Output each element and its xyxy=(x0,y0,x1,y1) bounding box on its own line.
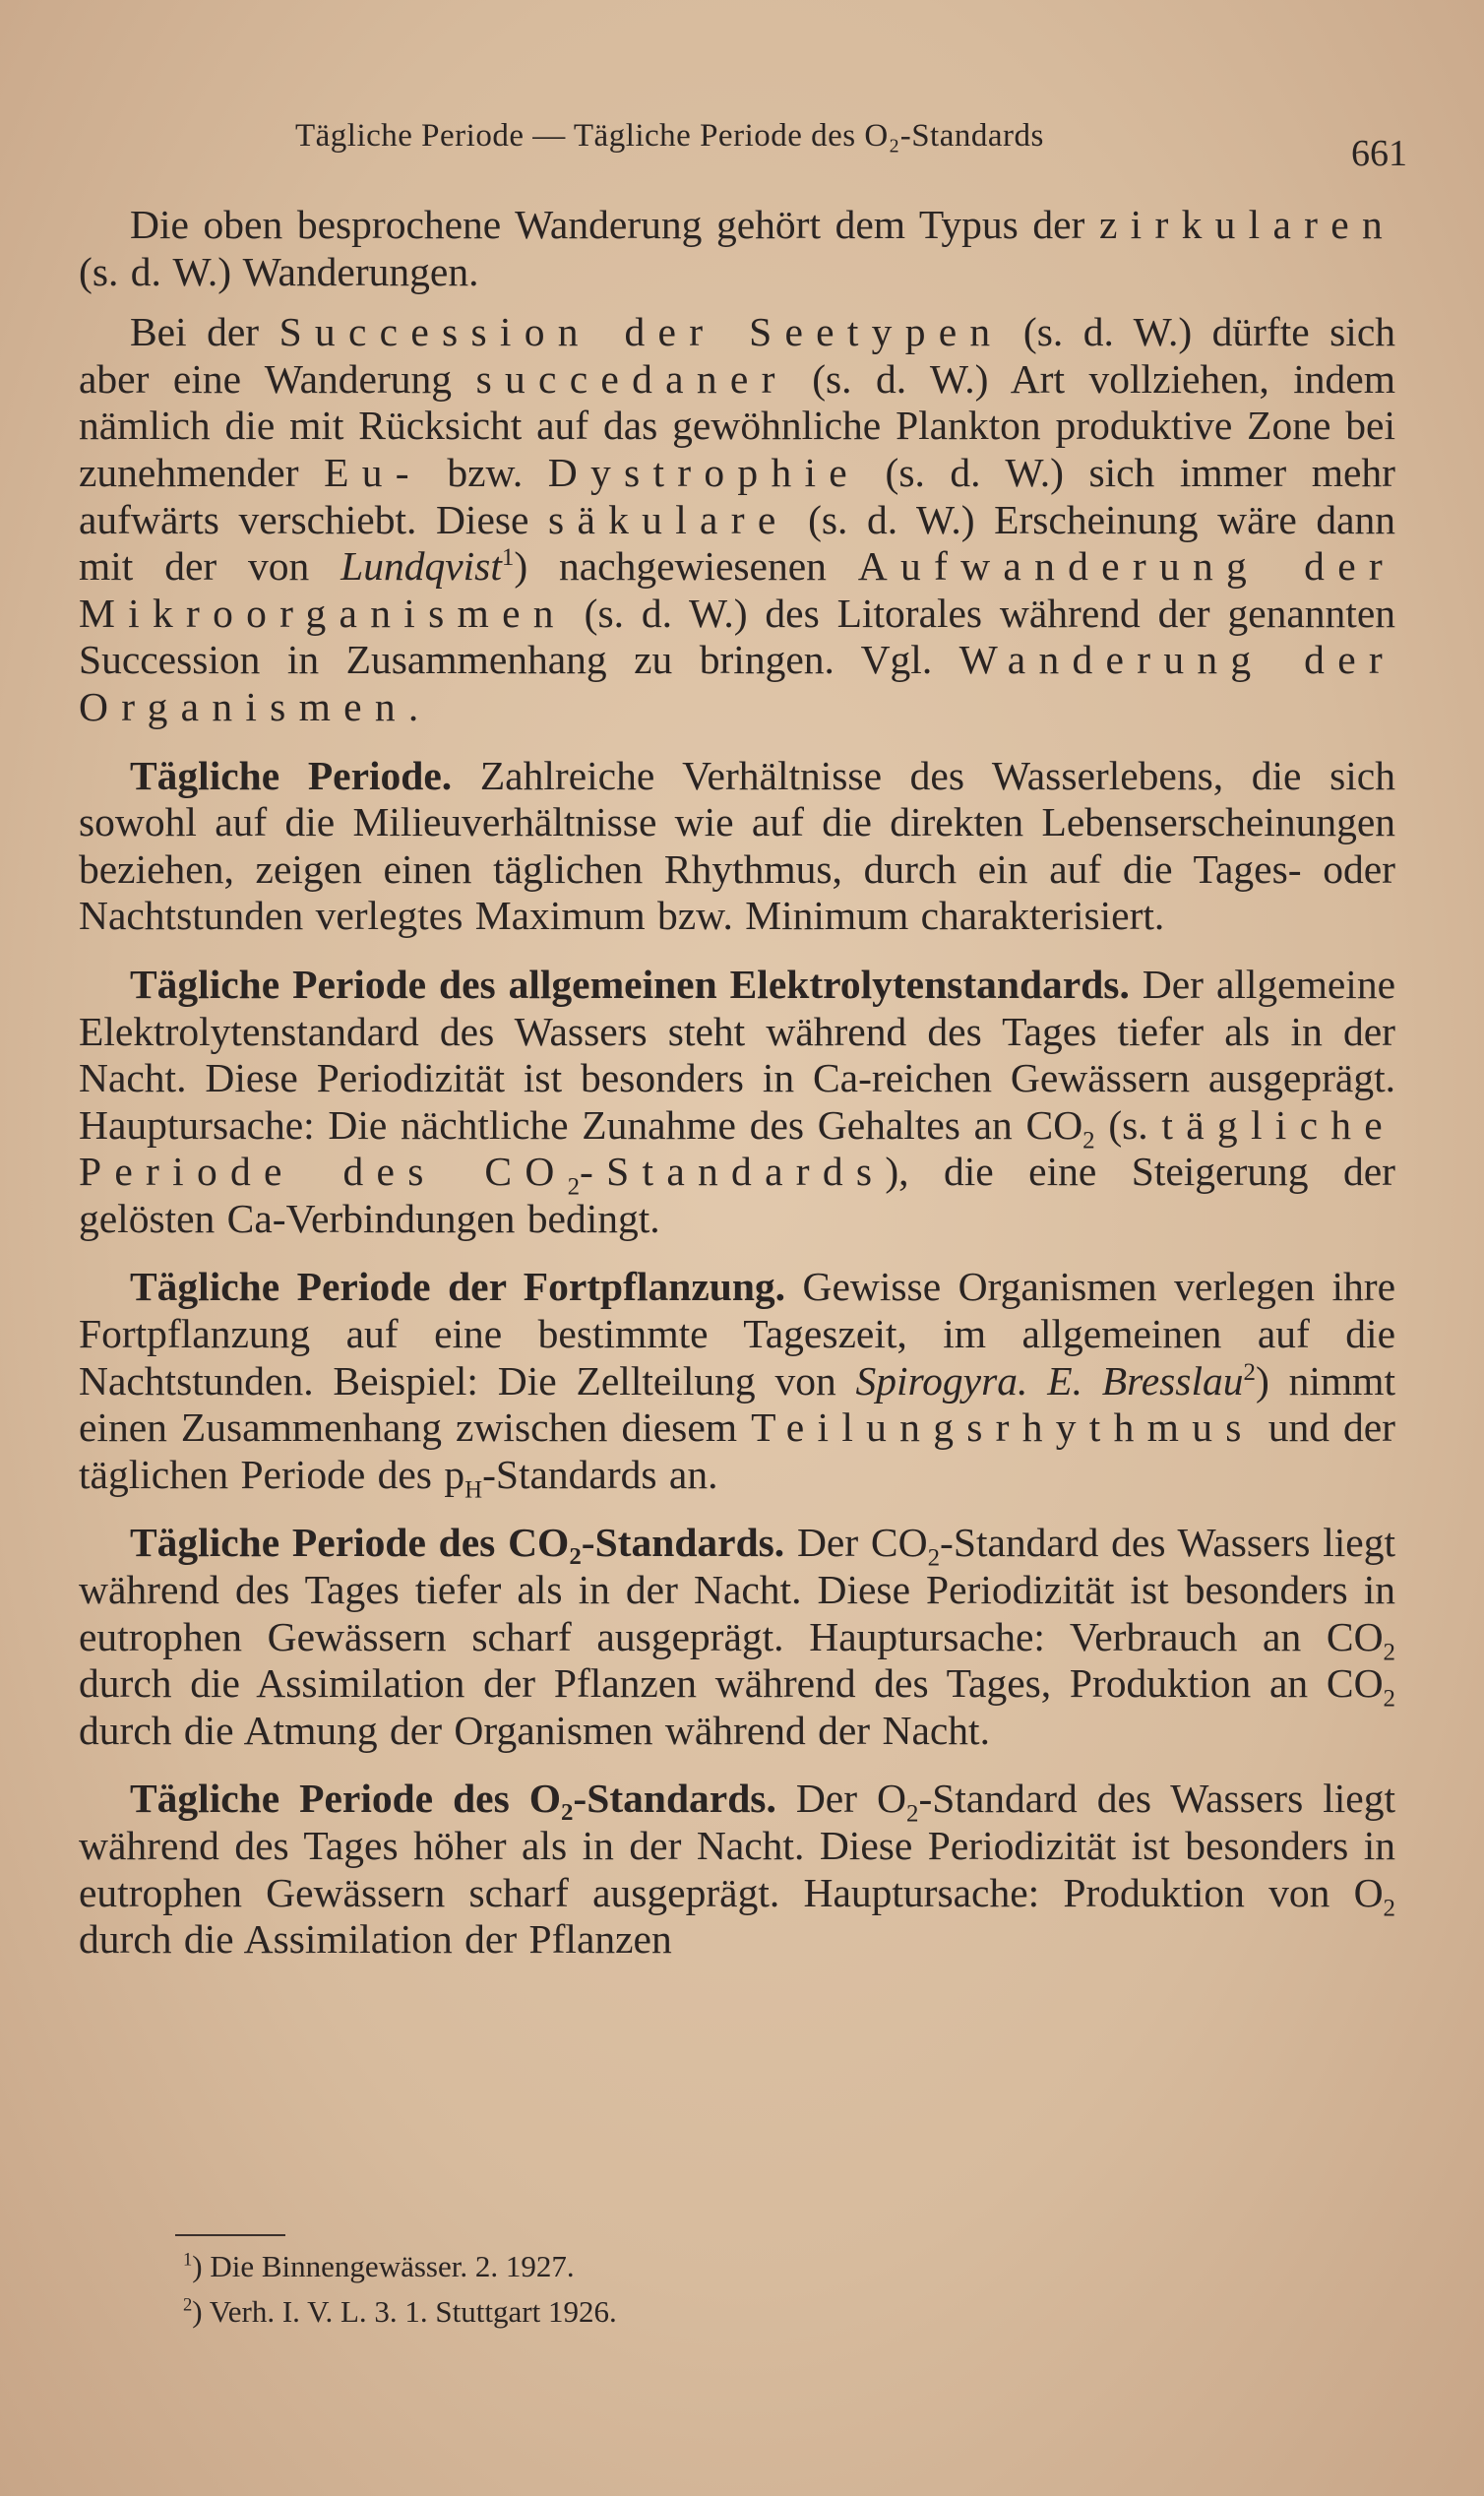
text-run: und der täglichen Periode des p xyxy=(79,1404,1395,1497)
footnote-ref: 1 xyxy=(501,544,515,572)
entry-taegliche-periode xyxy=(79,753,1395,940)
text-run: durch die Atmung der Organismen während der Nacht. xyxy=(79,1707,990,1753)
spaced-term: tägliche Periode des CO xyxy=(79,1101,1395,1195)
text-run: (s. xyxy=(1094,1101,1162,1148)
entry-o2-standard xyxy=(79,1776,1395,1963)
entry-heading: Tägliche Periode des CO₂-Standards. xyxy=(130,1520,785,1566)
footnote-mark: 1 xyxy=(183,2249,193,2271)
text-run: (s. d. W.) des Litorales während der genannten Succession in Zusammenhang zu bringen. Vgl. xyxy=(79,590,1395,683)
subscript: 2 xyxy=(567,1173,581,1201)
text-run: Der O xyxy=(775,1776,906,1822)
subscript: H xyxy=(464,1476,483,1504)
text-run: Der CO xyxy=(784,1520,928,1566)
text-run: Zahlreiche Verhältnisse des Wasserlebens, die sich sowohl auf die Milieuverhältnisse wie auf die direkten Lebenserscheinungen beziehen, zeigen einen täglichen Rhythmus, durch ein auf die Tages- oder Nachtstunden verlegtes Maximum bzw. Minimum charakterisiert. xyxy=(79,752,1395,939)
paragraph-zirkulare-wanderung xyxy=(79,202,1395,295)
subscript: 2 xyxy=(1383,1894,1395,1921)
spaced-term: Succession der Seetypen xyxy=(278,309,1004,355)
spaced-term: succedaner xyxy=(475,355,788,402)
entry-heading: Tägliche Periode. xyxy=(130,752,453,798)
footnote xyxy=(183,2289,617,2335)
footnote-text: ) Die Binnengewässer. 2. 1927. xyxy=(192,2249,575,2283)
text-run: durch die Assimilation der Pflanzen während des Tages, Produktion an CO xyxy=(79,1660,1384,1707)
footnote-text: ) Verh. I. V. L. 3. 1. Stuttgart 1926. xyxy=(192,2294,617,2329)
subscript: 2 xyxy=(927,1544,941,1572)
spaced-term: Teilungsrhythmus xyxy=(751,1404,1255,1451)
entry-heading: Tägliche Periode des O₂-Standards. xyxy=(130,1776,776,1822)
text-run: (s. d. W.) Wanderungen. xyxy=(79,248,479,294)
spaced-term: -Standards xyxy=(580,1149,886,1195)
subscript: 2 xyxy=(1383,1638,1395,1665)
text-run: . xyxy=(407,683,419,729)
text-run: Gewisse Organismen verlegen ihre Fortpflanzung auf eine bestimmte Tageszeit, im allgemeinen auf die Nachtstunden. Beispiel: Die Zellteilung von xyxy=(79,1264,1396,1404)
text-run: -Standard des Wassers liegt während des Tages tiefer als in der Nacht. Diese Periodizität ist besonders in eutrophen Gewässern scharf ausgeprägt. Hauptursache: Verbrauch an CO xyxy=(79,1520,1395,1659)
text-run: ) nachgewiesenen xyxy=(514,543,858,590)
footnote-ref: 2 xyxy=(1243,1358,1256,1386)
spaced-term: zirkularen xyxy=(1098,202,1395,247)
spaced-term: Wanderung der Organismen xyxy=(79,637,1395,729)
entry-co2-standard xyxy=(79,1520,1395,1754)
text-run: -Standard des Wassers liegt während des Tages höher als in der Nacht. Diese Periodizität ist besonders in eutrophen Gewässern scharf ausgeprägt. Hauptursache: Produktion von O xyxy=(79,1776,1395,1915)
entry-heading: Tägliche Periode des allgemeinen Elektrolytenstandards. xyxy=(130,961,1130,1007)
text-run: ), die eine Steigerung der gelösten Ca-Verbindungen bedingt. xyxy=(79,1149,1395,1241)
paragraph-succession xyxy=(79,309,1395,730)
footnote xyxy=(183,2244,617,2289)
spaced-term: Aufwanderung der Mikroorganismen xyxy=(79,543,1395,636)
subscript: 2 xyxy=(1383,1685,1395,1713)
entry-heading: Tägliche Periode der Fortpflanzung. xyxy=(130,1264,786,1310)
subscript: 2 xyxy=(905,1800,919,1828)
footnote-mark: 2 xyxy=(183,2294,193,2316)
footnotes xyxy=(183,2244,617,2335)
spaced-term: Eu- xyxy=(324,449,422,495)
page-number: 661 xyxy=(1351,133,1407,174)
text-run: (s. d. W.) Art vollziehen, indem nämlich die mit Rücksicht auf das gewöhnliche Plankton produktive Zone bei zunehmender xyxy=(79,355,1395,495)
main-text xyxy=(79,202,1395,1964)
species-author: Spirogyra. E. Bresslau xyxy=(855,1357,1244,1404)
running-title: Tägliche Periode — Tägliche Periode des O₂-Standards xyxy=(295,118,1044,154)
text-run: (s. d. W.) Erscheinung wäre dann mit der von xyxy=(79,496,1395,590)
footnote-divider xyxy=(175,2234,285,2236)
subscript: 2 xyxy=(1082,1126,1095,1154)
spaced-term: säkulare xyxy=(548,496,789,542)
text-run: Der allgemeine Elektrolytenstandard des Wassers steht während des Tages tiefer als in der Nacht. Diese Periodizität ist besonders in Ca-reichen Gewässern ausgeprägt. Hauptursache: Die nächtliche Zunahme des Gehaltes an CO xyxy=(79,961,1395,1148)
text-run: bzw. xyxy=(421,449,548,495)
author-name: Lundqvist xyxy=(340,543,502,590)
text-run: durch die Assimilation der Pflanzen xyxy=(79,1916,672,1963)
text-run: Bei der xyxy=(130,309,279,355)
entry-fortpflanzung xyxy=(79,1264,1396,1504)
text-run: (s. d. W.) dürfte sich aber eine Wanderung xyxy=(79,309,1396,402)
text-run: (s. d. W.) sich immer mehr aufwärts verschiebt. Diese xyxy=(79,449,1395,542)
text-run: ) nimmt einen Zusammenhang zwischen diesem xyxy=(79,1357,1395,1451)
spaced-term: Dystrophie xyxy=(547,449,860,495)
text-run: Die oben besprochene Wanderung gehört dem Typus der xyxy=(130,202,1099,247)
text-run: -Standards an. xyxy=(482,1451,718,1497)
entry-elektrolytenstandard xyxy=(79,962,1395,1243)
